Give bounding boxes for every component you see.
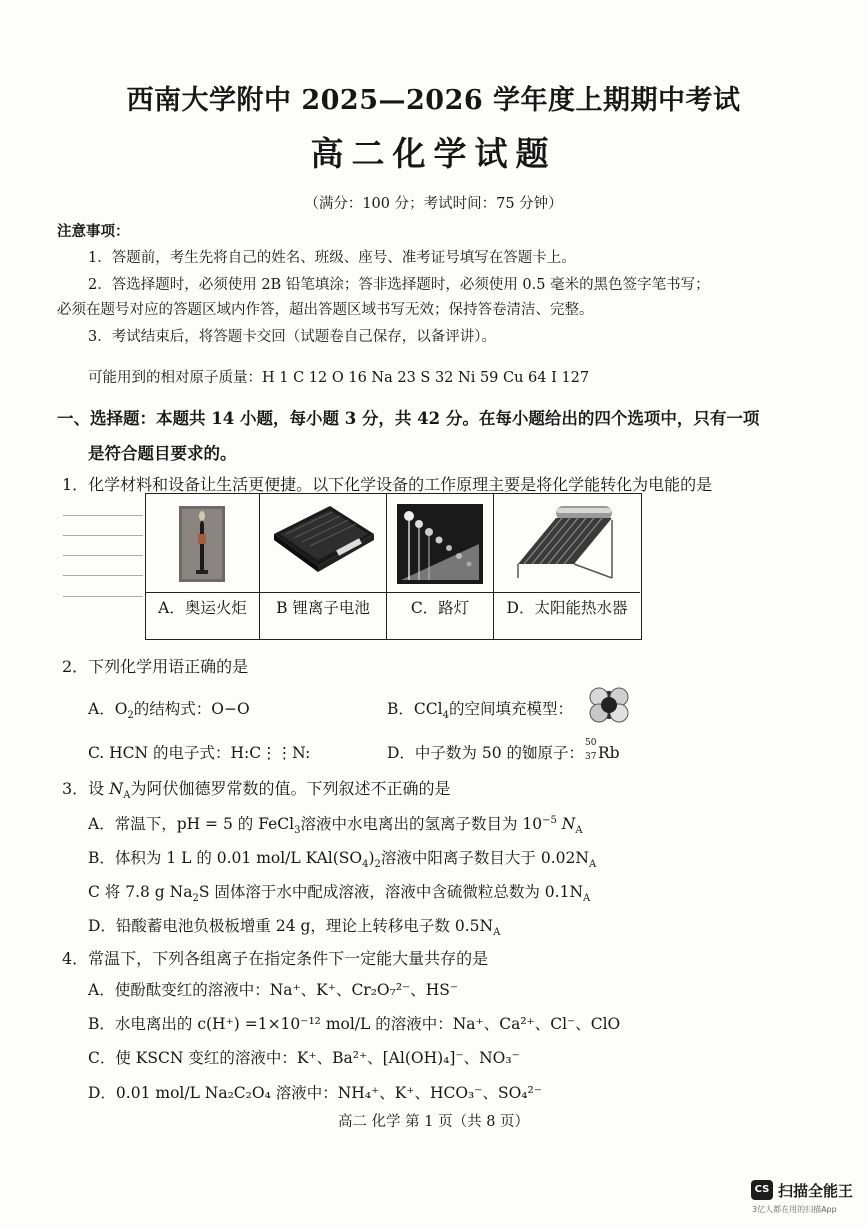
option-a-label: A．奥运火炬 xyxy=(158,599,247,617)
question-4-option-a: A．使酚酞变红的溶液中：Na⁺、K⁺、Cr₂O₇²⁻、HS⁻ xyxy=(88,981,459,999)
notice-item: 2．答选择题时，必须使用 2B 铅笔填涂；答非选择题时，必须使用 0.5 毫米的黑色签字笔书写； xyxy=(88,277,710,293)
page-footer: 高二 化学 第 1 页（共 8 页） xyxy=(337,1114,530,1130)
question-3-option-c: C 将 7.8 g $Na_2S$ 固体溶于水中配成溶液，溶液中含硫微粒总数为 $0.1N_A$ xyxy=(88,883,591,905)
faint-line xyxy=(63,535,143,536)
camscanner-logo: CS xyxy=(751,1180,773,1200)
question-2-option-b: B．CCl$_4$的空间填充模型： xyxy=(387,700,573,722)
faint-line xyxy=(63,515,143,516)
question-2-option-c: C. HCN 的电子式：H:C⋮⋮N: xyxy=(88,744,311,762)
solar-heater-image xyxy=(494,494,640,588)
question-1-stem: 1．化学材料和设备让生活更便捷。以下化学设备的工作原理主要是将化学能转化为电能的是 xyxy=(62,475,713,494)
torch-image xyxy=(146,494,257,588)
question-2-option-a: A．$O_2$的结构式：O−O xyxy=(88,700,250,722)
option-b-cell xyxy=(260,494,387,639)
battery-image xyxy=(260,494,384,588)
question-2-option-d: D．中子数为 50 的铷原子： 50 37 Rb xyxy=(387,738,620,762)
faint-line xyxy=(63,596,143,597)
option-b-label: B 锂离子电池 xyxy=(276,599,370,617)
section-heading-cont: 是符合题目要求的。 xyxy=(88,444,237,463)
notice-item: 3．考试结束后，将答题卡交回（试题卷自己保存，以备评讲）。 xyxy=(88,329,496,345)
faint-line xyxy=(63,575,143,576)
question-1-image-table xyxy=(145,493,642,640)
question-4-option-c: C．使 KSCN 变红的溶液中：K⁺、Ba²⁺、[Al(OH)₄]⁻、NO₃⁻ xyxy=(88,1049,520,1067)
camscanner-tagline: 3亿人都在用的扫描App xyxy=(752,1205,837,1214)
paper-title: 高二化学试题 xyxy=(310,134,557,173)
question-4-option-b: B．水电离出的 c(H⁺) =1×10⁻¹² mol/L 的溶液中：Na⁺、Ca²⁺、Cl⁻、ClO xyxy=(88,1015,621,1033)
exam-title: 西南大学附中 2025—2026 学年度上期期中考试 xyxy=(126,85,741,116)
question-3-option-b: B．体积为 1 L 的 0.01 mol/L $KAl(SO_4)_2$溶液中阳离子数目大于 $0.02N_A$ xyxy=(88,849,597,871)
option-c-cell xyxy=(387,494,494,639)
option-c-label: C．路灯 xyxy=(410,599,470,617)
notice-item: 必须在题号对应的答题区域内作答，超出答题区域书写无效；保持答卷清洁、完整。 xyxy=(57,302,594,318)
question-3-option-d: D．铅酸蓄电池负极板增重 24 g，理论上转移电子数 $0.5N_A$ xyxy=(88,917,501,939)
option-d-cell xyxy=(494,494,640,639)
option-d-label: D．太阳能热水器 xyxy=(506,599,628,617)
exam-info: （满分：100 分；考试时间：75 分钟） xyxy=(304,196,563,212)
question-3-option-a: A．常温下，pH = 5 的 FeCl$_3$溶液中水电离出的氢离子数目为 $10^{-5}$ $N_A$ xyxy=(88,814,583,837)
notice-heading: 注意事项： xyxy=(57,223,130,240)
notice-item: 1．答题前，考生先将自己的姓名、班级、座号、准考证号填写在答题卡上。 xyxy=(88,250,576,266)
street-light-image xyxy=(387,494,491,588)
question-4-option-d: D．0.01 mol/L Na₂C₂O₄ 溶液中：NH₄⁺、K⁺、HCO₃⁻、SO₄²⁻ xyxy=(88,1084,542,1102)
question-4-stem: 4．常温下，下列各组离子在指定条件下一定能大量共存的是 xyxy=(62,949,489,968)
section-heading: 一、选择题：本题共 14 小题，每小题 3 分，共 42 分。在每小题给出的四个选项中，只有一项 xyxy=(57,409,760,428)
option-a-cell xyxy=(146,494,260,639)
question-2-stem: 2．下列化学用语正确的是 xyxy=(62,657,249,676)
question-3-stem: 3．设 $N_A$为阿伏伽德罗常数的值。下列叙述不正确的是 xyxy=(62,779,451,802)
atomic-masses: 可能用到的相对原子质量：H 1 C 12 O 16 Na 23 S 32 Ni 59 Cu 64 I 127 xyxy=(88,370,590,386)
ccl4-model-image xyxy=(583,682,635,732)
camscanner-name: 扫描全能王 xyxy=(778,1182,854,1200)
faint-line xyxy=(63,555,143,556)
